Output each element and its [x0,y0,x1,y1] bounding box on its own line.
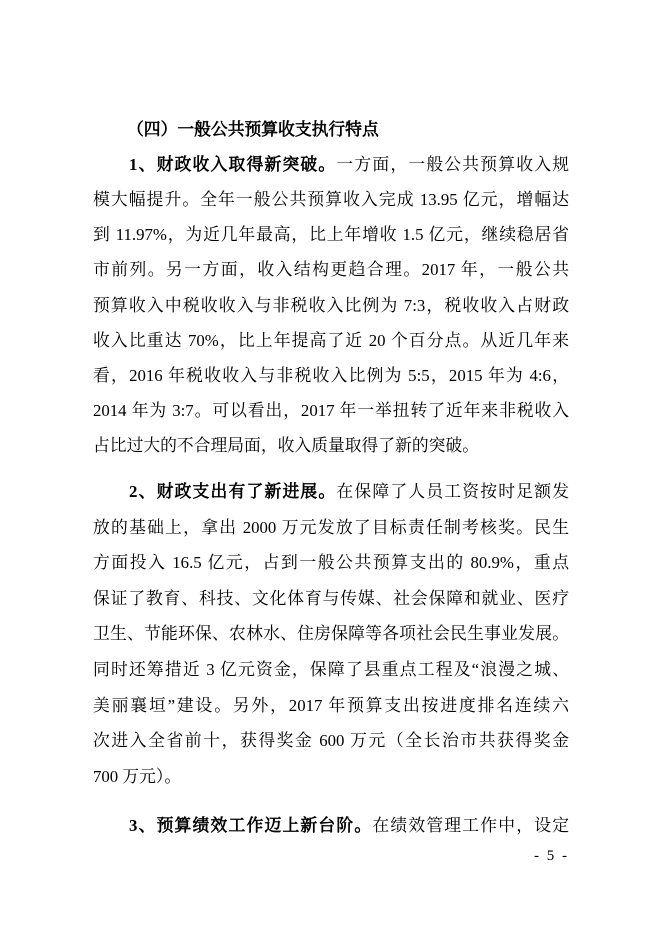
paragraph-line: 保证了教育、科技、文化体育与传媒、社会保障和就业、医疗 [93,588,569,608]
paragraph-performance [93,808,569,843]
paragraph-line: 模大幅提升。全年一般公共预算收入完成 13.95 亿元，增幅达 [93,190,569,210]
paragraph-line: 700 万元）。 [93,766,182,786]
paragraph-text: 在保障了人员工资按时足额发 [336,482,569,501]
paragraph-line: 占比过大的不合理局面，收入质量取得了新的突破。 [93,436,479,456]
paragraph-line: 市前列。另一方面，收入结构更趋合理。2017 年，一般公共 [93,260,569,280]
paragraph-lead: 2、财政支出有了新进展。 [129,482,337,501]
paragraph-first-line [93,147,569,182]
paragraph-line: 看，2016 年税收收入与非税收入比例为 5:5，2015 年为 4:6， [93,365,569,385]
paragraph-line: 卫生、节能环保、农林水、住房保障等各项社会民生事业发展。 [93,624,569,644]
paragraph-line: 放的基础上，拿出 2000 万元发放了目标责任制考核奖。民生 [93,517,569,537]
paragraph-lead: 1、财政收入取得新突破。 [129,155,337,174]
page-number: - 5 - [534,848,569,864]
section-heading: （四）一般公共预算收支执行特点 [127,120,379,139]
paragraph-line: 收入比重达 70%，比上年提高了近 20 个百分点。从近几年来 [93,330,569,350]
paragraph-first-line [93,808,569,843]
paragraph-text: 在绩效管理工作中，设定 [372,816,569,835]
paragraph-line: 同时还筹措近 3 亿元资金，保障了县重点工程及“浪漫之城、 [93,659,569,679]
paragraph-line: 到 11.97%，为近几年最高，比上年增收 1.5 亿元，继续稳居省 [93,225,569,245]
paragraph-line: 2014 年为 3:7。可以看出，2017 年一举扭转了近年来非税收入 [93,400,569,420]
paragraph-line: 预算收入中税收收入与非税收入比例为 7:3，税收收入占财政 [93,295,569,315]
paragraph-first-line [93,474,569,510]
paragraph-line: 次进入全省前十，获得奖金 600 万元（全长治市共获得奖金 [93,731,569,751]
paragraph-text: 一方面，一般公共预算收入规 [336,155,569,174]
paragraph-line: 美丽襄垣”建设。另外，2017 年预算支出按进度排名连续六 [93,695,569,715]
paragraph-expenditure [93,474,569,794]
paragraph-lead: 3、预算绩效工作迈上新台阶。 [129,816,373,835]
paragraph-line: 方面投入 16.5 亿元，占到一般公共预算支出的 80.9%，重点 [93,553,569,573]
paragraph-revenue [93,147,569,463]
